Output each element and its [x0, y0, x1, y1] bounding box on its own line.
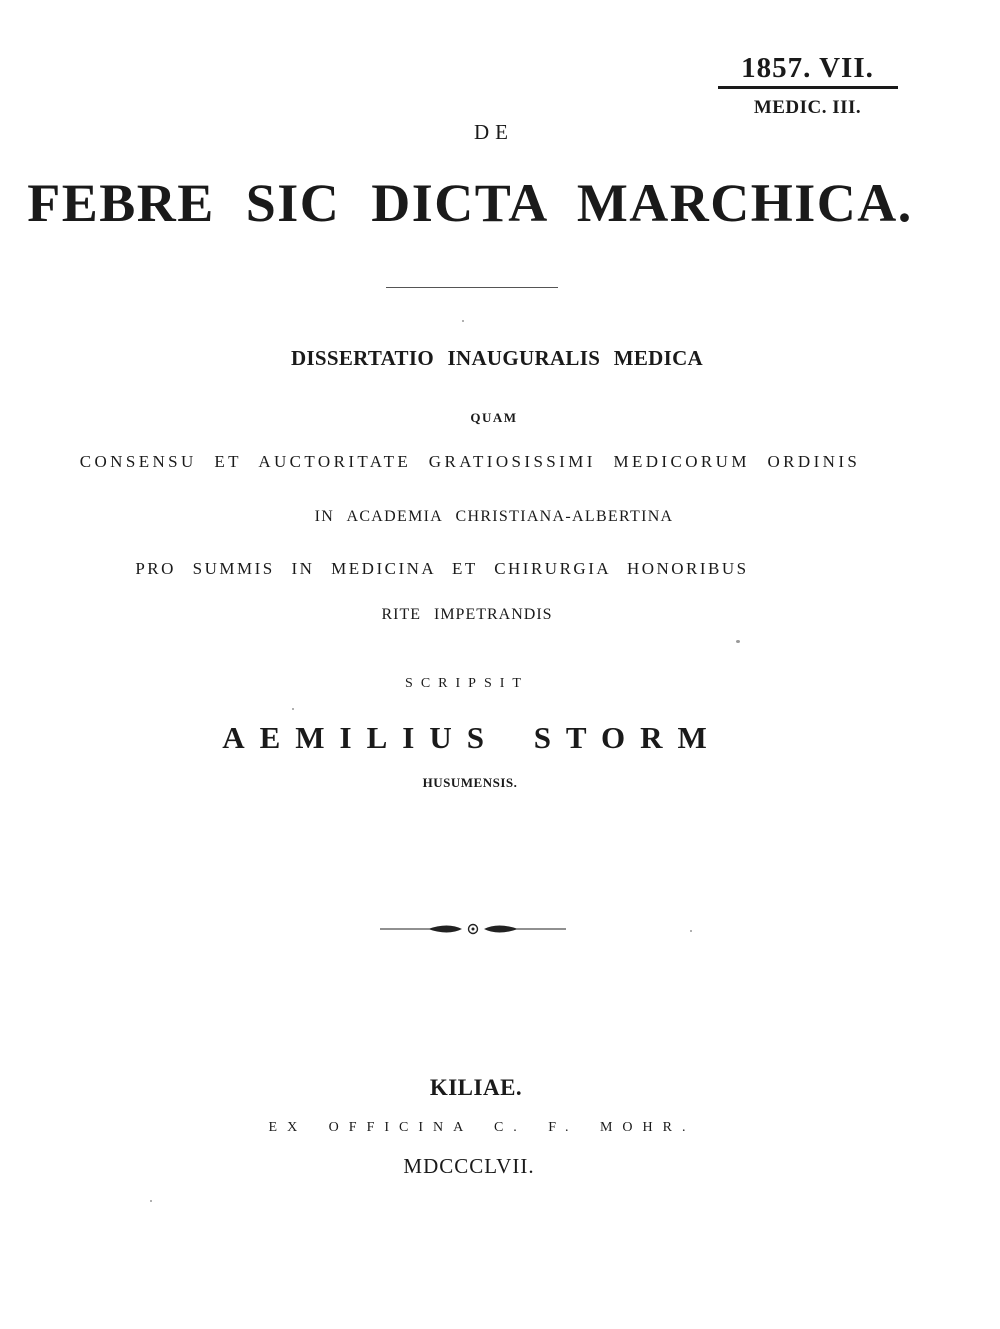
title-separator-rule	[386, 287, 558, 288]
title-preposition: DE	[474, 120, 514, 144]
main-title: FEBRE SIC DICTA MARCHICA.	[27, 173, 913, 233]
academy-line: IN ACADEMIA CHRISTIANA-ALBERTINA	[314, 508, 674, 525]
paper-speck	[292, 708, 294, 710]
rite-line: RITE IMPETRANDIS	[381, 606, 553, 623]
shelfmark-year-number: 1857. VII.	[741, 52, 874, 84]
imprint-place: KILIAE.	[429, 1075, 523, 1100]
paper-speck	[690, 930, 692, 932]
scripsit-line: SCRIPSIT	[405, 676, 529, 691]
consent-line: CONSENSU ET AUCTORITATE GRATIOSISSIMI MEDICORUM ORDINIS	[79, 452, 861, 471]
quam-line: QUAM	[470, 410, 518, 425]
paper-speck	[150, 1200, 152, 1202]
paper-speck	[736, 640, 740, 643]
author-origin: HUSUMENSIS.	[422, 775, 518, 790]
imprint-printer: EX OFFICINA C. F. MOHR.	[268, 1120, 696, 1135]
paper-speck	[462, 320, 464, 322]
author-name: AEMILIUS STORM	[222, 720, 722, 755]
printers-ornament	[380, 918, 566, 940]
imprint-year: MDCCCLVII.	[403, 1154, 535, 1178]
shelfmark-faculty: MEDIC. III.	[753, 97, 862, 118]
purpose-line: PRO SUMMIS IN MEDICINA ET CHIRURGIA HONORIBUS	[135, 559, 749, 578]
dissertation-type: DISSERTATIO INAUGURALIS MEDICA	[290, 346, 704, 370]
shelfmark-rule	[718, 86, 898, 89]
